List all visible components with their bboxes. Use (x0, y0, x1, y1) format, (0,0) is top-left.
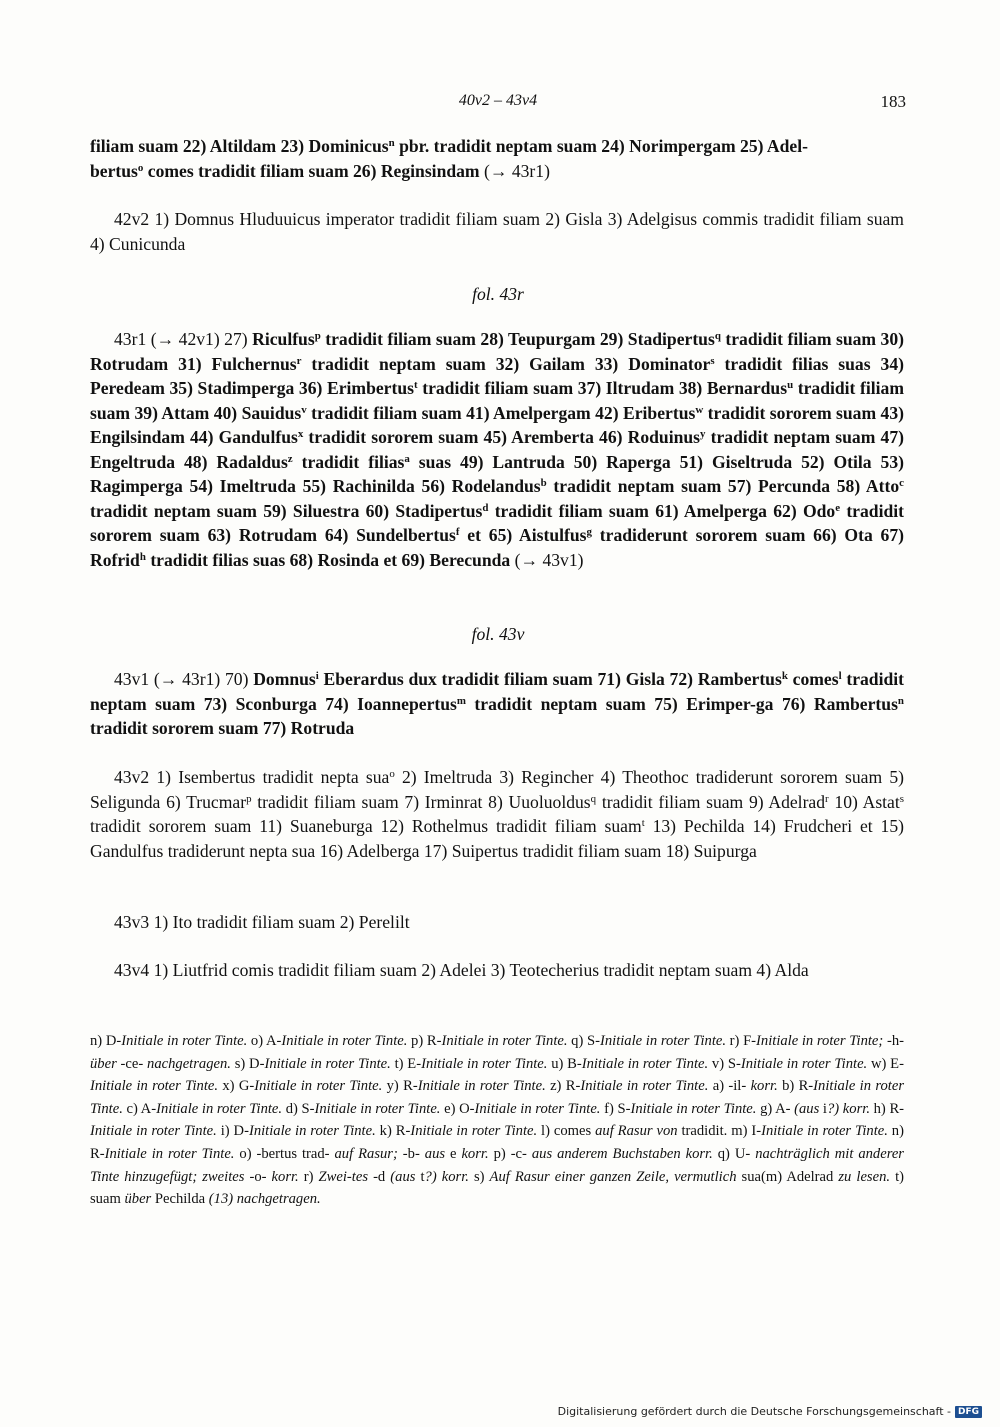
text-run: w) E- (867, 1055, 904, 1072)
text-run: tradidit neptam suam 57) Percunda 58) Atto (546, 476, 900, 496)
footnote-marker: g (586, 526, 592, 538)
text-run: Riculfus (252, 329, 315, 349)
text-run: x) G- (218, 1078, 255, 1095)
text-run: Initiale in roter Tinte. (254, 1078, 383, 1095)
text-run: tradidit. m) I- (677, 1123, 762, 1140)
text-run: Initiale in roter Tinte; (756, 1033, 884, 1049)
text-run: Pechilda (151, 1191, 209, 1208)
text-run: 43v2 1) Isembertus tradidit nepta sua (114, 767, 390, 787)
text-run: Initiale in roter Tinte. (104, 1145, 235, 1162)
text-run: y) R- (382, 1078, 418, 1095)
text-run: sua(m) Adelrad (736, 1168, 839, 1185)
text-run: o) -bertus trad- (234, 1145, 335, 1162)
footnote-marker: e (835, 501, 841, 514)
text-run: Initiale in roter Tinte. (740, 1055, 868, 1072)
text-run: i (819, 1100, 827, 1117)
paragraph-continuation (90, 134, 904, 183)
paragraph-43v1 (90, 667, 904, 741)
text-run: c) A- (122, 1100, 157, 1117)
text-run: g) A- (756, 1100, 795, 1117)
text-run: filiam suam 22) Altildam 23) Dominicus (90, 136, 389, 156)
text-run: Initiale in roter Tinte. (580, 1078, 709, 1095)
footnote-marker: d (482, 501, 489, 514)
text-run: 43v3 1) Ito tradidit filiam suam 2) Perelilt (114, 912, 410, 932)
text-run: r) F- (726, 1033, 757, 1049)
footnote-marker: m (456, 694, 466, 707)
text-run: (→ 43v1) (510, 549, 584, 570)
text-run: nachträglich mit anderer Tinte hinzugefügt; zweites (90, 1145, 904, 1185)
text-run: u) B- (547, 1055, 582, 1072)
footnote-marker: c (899, 477, 904, 489)
text-run: a) -il- (708, 1078, 751, 1095)
footnote-marker: q (714, 330, 721, 342)
text-run: Auf Rasur einer ganzen Zeile, vermutlich (489, 1168, 737, 1185)
text-run: 43v4 1) Liutfrid comis tradidit filiam suam 2) Adelei 3) Teotecherius tradidit neptam suam 4) Alda (114, 960, 809, 980)
text-run: 13) Pechilda 14) Frudcheri et 15) Gandulfus tradiderunt nepta sua 16) Adelberga 17) Suipertus tradidit filiam suam 18) Suipurga (90, 816, 905, 861)
text-run: tradidit filias (292, 451, 405, 472)
footnote-marker: p (314, 330, 321, 342)
text-run: v) S- (708, 1055, 741, 1072)
text-run: nachgetragen. (147, 1055, 231, 1072)
text-run: Initiale in roter Tinte. (630, 1100, 757, 1117)
text-run: Initiale in roter Tinte. (410, 1123, 538, 1140)
text-run: Initiale in roter Tinte. (90, 1123, 217, 1140)
text-run: Initiale in roter Tinte. (90, 1078, 219, 1095)
text-run: über (90, 1055, 117, 1072)
text-run: Eberardus dux tradidit filiam suam 71) Gisla 72) Rambertus (318, 669, 782, 689)
text-run: tradidit filiam suam 9) Adelrad (596, 791, 826, 812)
folio-heading-43r: fol. 43r (472, 284, 524, 304)
text-run: aus anderem Buchstaben korr. (531, 1145, 713, 1162)
text-run: Initiale in roter Tinte. (156, 1100, 283, 1117)
footnote-marker: o (137, 161, 144, 174)
paragraph-43r1 (90, 327, 904, 572)
text-run: Initiale in roter Tinte. (599, 1033, 726, 1049)
text-run: tradidit filias suas 68) Rosinda et 69) Berecunda (145, 549, 511, 570)
footnote-marker: i (315, 670, 319, 682)
text-run: Initiale in roter Tinte. (474, 1100, 601, 1117)
text-run: 43r1 (→ 42v1) 27) (114, 329, 253, 349)
text-run: -b- (397, 1145, 425, 1162)
text-run: tradidit neptam suam 32) Gailam 33) Dominator (301, 353, 711, 374)
text-run: tradidit sororem suam 43) Engilsindam 44) Gandulfus (90, 402, 905, 447)
footnote-marker: l (838, 670, 842, 682)
footnote-marker: r (825, 792, 829, 805)
text-run: b) R- (777, 1078, 814, 1095)
paragraph-43v3 (90, 910, 904, 935)
running-title: 40v2 – 43v4 (458, 92, 538, 109)
footnote-marker: f (455, 526, 460, 538)
footnote-marker: x (297, 428, 304, 440)
footnote-marker: v (301, 403, 307, 416)
text-run: Zwei-tes (318, 1168, 369, 1185)
text-run: 2) Imeltruda 3) Regincher 4) Theothoc tradiderunt sororem suam 5) Seligunda 6) Trucmar (90, 767, 904, 812)
text-run: tradidit filiam suam 30) Rotrudam 31) Fulchernus (90, 329, 904, 374)
page-footer (558, 1405, 982, 1418)
text-run: tradiderunt sororem suam 66) Ota 67) Rofrid (90, 525, 905, 570)
text-run: et 65) Aistulfus (459, 525, 587, 545)
text-run: n) D- (90, 1033, 122, 1049)
footnote-marker: w (695, 403, 704, 416)
text-run: pbr. tradidit neptam suam 24) Norimpergam 25) Adel- (394, 136, 808, 156)
text-run: über (124, 1191, 152, 1208)
footnote-marker: a (404, 452, 410, 465)
text-run: comes tradidit filiam suam 26) Reginsindam (143, 160, 480, 181)
footnote-marker: b (540, 477, 547, 489)
text-run: f) S- (600, 1100, 631, 1117)
page-number: 183 (880, 92, 906, 111)
text-run: s) D- (230, 1055, 265, 1072)
text-run: r) (298, 1168, 319, 1185)
text-run: tradidit neptam suam 73) Sconburga 74) Ioannepertus (90, 669, 905, 714)
text-run: korr. (750, 1078, 778, 1095)
text-run: Initiale in roter Tinte. (761, 1123, 888, 1140)
text-run: Initiale in roter Tinte. (121, 1033, 248, 1049)
text-run: -ce- (116, 1055, 148, 1072)
text-run: korr. (271, 1168, 299, 1185)
text-run: tradidit filiam suam 39) Attam 40) Sauidus (90, 378, 904, 423)
text-run: p) R- (407, 1033, 442, 1049)
folio-heading-43v: fol. 43v (471, 624, 525, 644)
text-run: Initiale in roter Tinte. (264, 1055, 391, 1072)
text-run: auf Rasur von (595, 1123, 678, 1140)
text-run: ?) korr. (424, 1168, 469, 1185)
text-run: auf Rasur; (334, 1145, 398, 1162)
text-run: o) A- (247, 1033, 282, 1049)
text-run: Initiale in roter Tinte. (281, 1033, 408, 1049)
text-run: ?) korr. (827, 1100, 870, 1117)
footnote-marker: k (781, 670, 788, 682)
text-run: e) O- (440, 1100, 475, 1117)
text-run: tradidit neptam suam 47) Engeltruda 48) Radaldus (90, 427, 904, 472)
text-run: tradidit neptam suam 75) Erimper-ga 76) Rambertus (465, 693, 898, 714)
text-run: tradidit filias suas 34) Peredeam 35) Stadimperga 36) Erimbertus (90, 353, 904, 398)
text-run: Initiale in roter Tinte. (90, 1078, 904, 1117)
text-run: Initiale in roter Tinte. (581, 1055, 709, 1072)
footnote-marker: y (700, 428, 706, 440)
footnote-marker: t (413, 379, 418, 391)
text-run: z) R- (545, 1078, 581, 1095)
text-run: tradidit filiam suam 7) Irminrat 8) Uuoluoldus (251, 791, 591, 812)
text-run: comes (787, 669, 839, 689)
text-run: t) suam (90, 1168, 905, 1208)
text-run: (→ 43r1) (479, 160, 550, 181)
text-run: tradidit filiam suam 41) Amelpergam 42) Eribertus (306, 402, 696, 423)
footer-text: Digitalisierung gefördert durch die Deutsche Forschungsgemeinschaft - (557, 1405, 951, 1418)
text-run: tradidit sororem suam 45) Aremberta 46) Roduinus (303, 427, 701, 447)
text-run: -d (368, 1168, 391, 1185)
text-run: korr. (461, 1145, 489, 1162)
text-run: k) R- (375, 1123, 411, 1140)
text-run: 43v1 (→ 43r1) 70) (114, 669, 254, 689)
text-run: aus (424, 1145, 446, 1162)
footnote-marker: n (388, 137, 395, 149)
text-run: e (445, 1145, 462, 1162)
text-run: (aus (390, 1168, 416, 1185)
text-run: bertus (90, 160, 138, 181)
footnote-marker: u (787, 379, 794, 391)
text-run: tradidit filiam suam 61) Amelperga 62) Odo (488, 500, 836, 521)
text-run: tradidit sororem suam 77) Rotruda (90, 718, 355, 738)
text-run: zu lesen. (838, 1168, 891, 1185)
text-run: n) R- (90, 1123, 904, 1162)
footnote-marker: q (590, 792, 597, 805)
text-run: t) E- (390, 1055, 422, 1072)
text-run: Domnus (253, 669, 316, 689)
text-run: t (415, 1168, 425, 1185)
footnote-marker: t (641, 817, 645, 829)
footnote-marker: n (897, 694, 904, 707)
text-run: 10) Astat (828, 791, 900, 812)
footnote-marker: s (710, 354, 715, 367)
dfg-logo: DFG (955, 1406, 982, 1418)
paragraph-42v2 (90, 207, 904, 256)
text-run: s) (468, 1168, 490, 1185)
text-run: Initiale in roter Tinte. (417, 1078, 546, 1095)
text-run: (aus (794, 1100, 820, 1117)
text-run: (13) nachgetragen. (208, 1191, 321, 1208)
text-run: -h- (883, 1033, 904, 1049)
text-run: Initiale in roter Tinte. (421, 1055, 548, 1072)
footnotes (90, 1030, 904, 1211)
text-run: tradidit filiam suam 28) Teupurgam 29) Stadipertus (320, 329, 715, 349)
text-run: tradidit sororem suam 11) Suaneburga 12) Rothelmus tradidit filiam suam (90, 816, 642, 836)
text-run: h) R- (869, 1100, 905, 1117)
text-run: tradidit sororem suam 63) Rotrudam 64) Sundelbertus (90, 500, 904, 545)
footnote-marker: z (287, 452, 293, 465)
text-run: -o- (244, 1168, 272, 1185)
text-run: tradidit filiam suam 37) Iltrudam 38) Bernardus (417, 378, 788, 398)
text-run: q) S- (567, 1033, 600, 1049)
paragraph-43v2 (90, 765, 904, 863)
text-run: Initiale in roter Tinte. (441, 1033, 568, 1049)
text-run: l) comes (537, 1123, 596, 1140)
footnote-marker: o (389, 768, 395, 780)
page-header (90, 92, 906, 118)
footnote-marker: s (899, 792, 905, 805)
text-run: p) -c- (488, 1145, 532, 1162)
text-run: tradidit neptam suam 59) Siluestra 60) Stadipertus (90, 500, 483, 521)
text-run: Initiale in roter Tinte. (314, 1100, 441, 1117)
footnote-marker: r (296, 354, 302, 367)
footnote-marker: p (246, 792, 252, 805)
paragraph-43v4 (90, 958, 904, 983)
footnote-marker: h (139, 550, 146, 563)
text-run: i) D- (216, 1123, 249, 1140)
text-run: q) U- (712, 1145, 756, 1162)
text-run: Initiale in roter Tinte. (248, 1123, 376, 1140)
text-run: 42v2 1) Domnus Hluduuicus imperator tradidit filiam suam 2) Gisla 3) Adelgisus commis tradidit filiam suam 4) Cunicunda (90, 209, 904, 254)
text-run: suas 49) Lantruda 50) Raperga 51) Giseltruda 52) Otila 53) Ragimperga 54) Imeltruda 55) Rachinilda 56) Rodelandus (90, 451, 905, 496)
text-run: d) S- (282, 1100, 315, 1117)
